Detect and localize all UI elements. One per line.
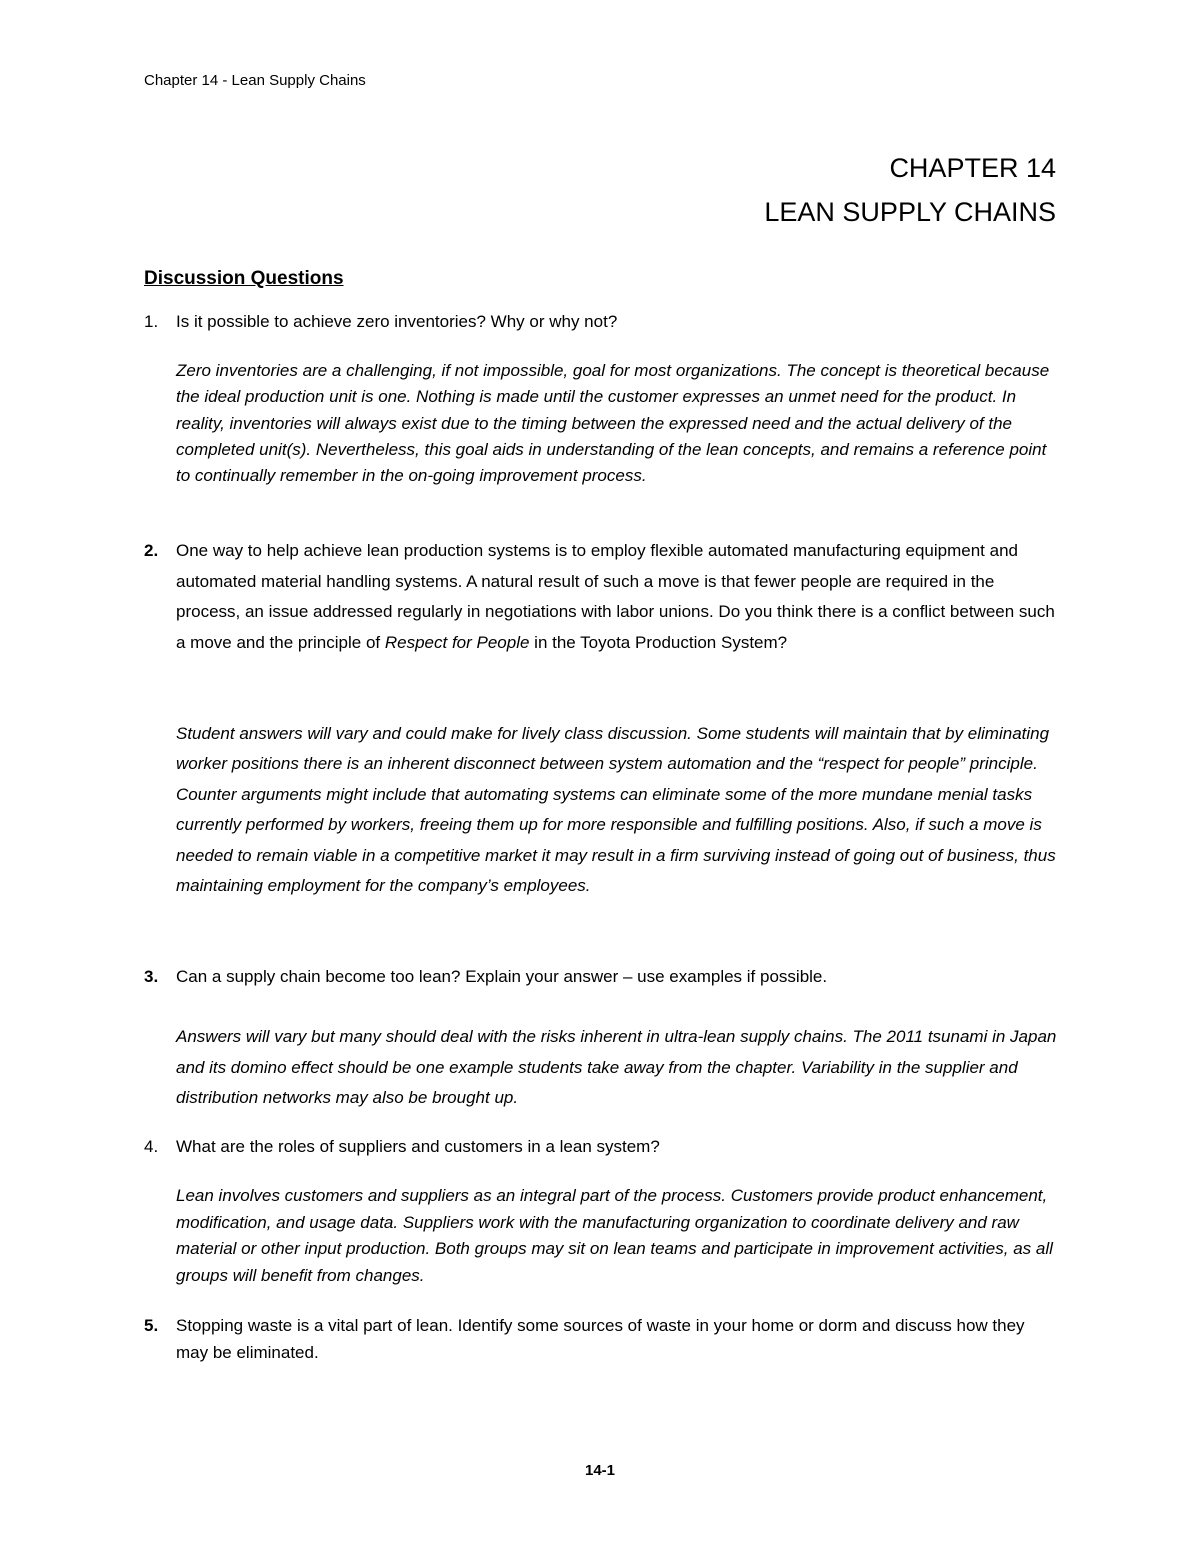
answer-4: Lean involves customers and suppliers as an integral part of the process. Customers provide product enhancement, modification, and usage data. Suppliers work with the manufacturing organization to coordinate delivery and raw material or other input production. Both groups may sit on lean teams and participate in improvement activities, as all groups will benefit from changes.: [176, 1186, 1053, 1285]
question-text: What are the roles of suppliers and customers in a lean system?: [176, 1137, 660, 1156]
question-2: [144, 536, 1060, 658]
question-5: [144, 1313, 1060, 1366]
answer-1: Zero inventories are a challenging, if not impossible, goal for most organizations. The concept is theoretical because the ideal production unit is one. Nothing is made until the customer expresses an unmet need for the product. In reality, inventories will always exist due to the timing between the expressed need and the actual delivery of the completed unit(s). Nevertheless, this goal aids in understanding of the lean concepts, and remains a reference point to continually remember in the on-going improvement process.: [176, 361, 1050, 486]
chapter-name: LEAN SUPPLY CHAINS: [764, 197, 1056, 227]
question-3: [144, 963, 1060, 991]
chapter-title: [764, 146, 1056, 234]
section-heading: Discussion Questions: [144, 268, 344, 289]
question-number: 1.: [144, 312, 159, 331]
question-1: [144, 309, 1060, 335]
question-text: Can a supply chain become too lean? Explain your answer – use examples if possible.: [176, 967, 828, 986]
question-number: 3.: [144, 967, 159, 986]
question-number: 2.: [144, 541, 159, 560]
answer-2: Student answers will vary and could make for lively class discussion. Some students will maintain that by eliminating worker positions there is an inherent disconnect between system automation and the “respect for people” principle. Counter arguments might include that automating systems can eliminate some of the more mundane menial tasks currently performed by workers, freeing them up for more responsible and fulfilling positions. Also, if such a move is needed to remain viable in a competitive market it may result in a firm surviving instead of going out of business, thus maintaining employment for the company’s employees.: [176, 724, 1056, 896]
question-text: Is it possible to achieve zero inventories? Why or why not?: [176, 312, 618, 331]
question-number: 4.: [144, 1137, 159, 1156]
question-text-emphasis: Respect for People: [384, 632, 530, 652]
running-header: Chapter 14 - Lean Supply Chains: [144, 72, 366, 89]
question-text-part: in the Toyota Production System?: [529, 632, 788, 652]
question-4: [144, 1134, 1060, 1160]
question-text: Stopping waste is a vital part of lean. Identify some sources of waste in your home or dorm and discuss how they may be eliminated.: [176, 1316, 1025, 1362]
chapter-number: CHAPTER 14: [889, 153, 1056, 183]
question-text-part: One way to help achieve lean production systems is to employ flexible automated manufacturing equipment and automated material handling systems. A natural result of such a move is that fewer people are required in the process, an issue addressed regularly in negotiations with labor unions. Do you think there is a conflict between such a move and the principle of: [176, 541, 1055, 652]
question-text: [176, 536, 1060, 658]
answer-3: Answers will vary but many should deal with the risks inherent in ultra-lean supply chains. The 2011 tsunami in Japan and its domino effect should be one example students take away from the chapter. Variability in the supplier and distribution networks may also be brought up.: [176, 1027, 1057, 1107]
page-number: 14-1: [584, 1462, 616, 1479]
question-number: 5.: [144, 1316, 159, 1335]
